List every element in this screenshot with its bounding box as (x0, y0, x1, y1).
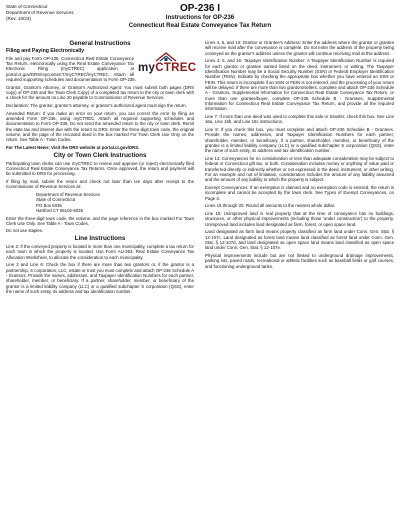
address-line: State of Connecticut (36, 197, 76, 203)
line-2-paragraph: Line 2: If the conveyed property is located in more than one municipality, complete a tax return for each town in which the property is located. Use Form AU-263, Real Estate Conveyance Tax Allocation Worksheet, to allocate the consideration to each municipality. (6, 243, 194, 260)
declaration-paragraph: Declaration: The grantor, grantor's attorney, or grantor's authorized agent must sign the return. (6, 103, 187, 109)
address-line: PO Box 5035 (36, 202, 62, 208)
lines-4-5-16-paragraph: Lines 4, 5, and 16: Taxpayer Identification Number: A Taxpayer Identification Number is required for each grantor or grantee named listed on the deed, instrument, or writing. The Taxpayer Identification Number may be a Social Security Number (SSN) or Federal Employer Identification Number (FEIN). Indicate by checking the appropriate box whether you have entered an SSN or FEIN. This return is incomplete if an SSN or FEIN is not entered, and the processing of your return will be delayed. If there are more than two grantors/sellers, complete and attach OP-236 Schedule A - Grantors, Supplemental Information for Connecticut Real Estate Conveyance Tax Return, or more than one grantee/buyer, complete OP-236 Schedule B - Grantees, Supplemental Information for Connecticut Real Estate Conveyance Tax Return, and provide all the required information. (205, 58, 394, 112)
line-7-paragraph: Line 7: If more than one deed was used to complete this sale or transfer, check this box. See Line 16a, Line 16b, and Line 16c instructions. (205, 114, 394, 125)
mailing-address (36, 192, 194, 213)
logo-wordmark (138, 61, 197, 74)
amended-return-paragraph: Amended Return: If you make an error on your return, you can correct the error by filing an amended Form OP-236, using myCTREC. Attach all required supporting schedules and documentation to Form OP-236. Do not send the amended return to the city or town clerk. Remit the state tax and interest due with the return to DRS. Enter the three-digit town code, the original volume, and the page of the recorded deed in the box marked For Town Clerk Use Only on the return. See Table A - Town Codes. (6, 110, 194, 143)
form-number: OP-236 I (179, 3, 221, 14)
line-14-paragraph: Line 14: Conveyances for no consideration or less than adequate consideration may be subject to federal or Connecticut gift tax, or both. Consideration includes money or anything of value paid or transferred directly or indirectly whether or not expressed in the deed, instrument, or other writing. For an example and not of limitation, consideration includes the amount of any liability assumed and the amount of any liability to which the property is subject. (205, 156, 394, 183)
logo-word-suffix: CTREC (155, 61, 197, 74)
filing-paragraph: File and pay Form OP-236, Connecticut Real Estate Conveyance Tax Return, electronically using the Real Estate Conveyance Tax Electronic Filing (myCTREC) application at portal.ct.gov/DRS/myconneCT/myCTREC/myCTREC. Attach all required supporting schedules and documentation to Form OP-236. (6, 55, 136, 83)
no-staples-paragraph: Do not use staples. (6, 228, 44, 234)
form-subtitle-2: Connecticut Real Estate Conveyance Tax Return (128, 21, 272, 29)
agency-line-1: State of Connecticut (6, 4, 48, 9)
logo-word-prefix: my (138, 61, 156, 74)
house-icon (138, 50, 194, 62)
right-column (205, 40, 394, 271)
lines-15-19-paragraph: Lines 15 through 20: Round all amounts to the nearest whole dollar. (205, 203, 336, 209)
left-column (6, 40, 197, 297)
address-line: Department of Revenue Services (36, 191, 100, 197)
exempt-conveyances-paragraph: Exempt Conveyances: If an exemption is claimed and no exemption code is entered, the return is incomplete and cannot be accepted by the town clerk. See Types of Exempt Conveyances, on Page 3. (205, 185, 394, 201)
line-15-paragraph: Line 15: Unimproved land is real property that at the time of conveyance has no buildings, structures, or other physical improvements (including those 'under construction') to the property. Unimproved land includes land designated as farm, forest, or open space land. (205, 211, 394, 227)
filing-by-mail-paragraph: If filing by mail, submit the return and check not later than ten days after receipt to the Commissioner of Revenue Services at: (6, 178, 194, 190)
address-line: Hartford CT 06102-5035 (36, 207, 84, 213)
latest-news-paragraph: For The Latest News: Visit the DRS website at portal.ct.gov/DRS. (6, 145, 140, 151)
clerk-instructions-heading: City or Town Clerk Instructions (53, 151, 147, 159)
clerk-paragraph: Participating town clerks can use myCTREC to review and approve (or reject) electronically filed Connecticut Real Estate Conveyance Tax Returns. Once approved, the return and payment will be submitted to DRS for processing. (6, 160, 194, 177)
agency-line-2: Department of Revenue Services (6, 10, 74, 15)
physical-improvements-paragraph: Physical improvements include but are not limited to underground drainage improvements, parking lots, paved roads, recreational or athletic facilities such as baseball fields or golf courses, and functioning underground tanks. (205, 253, 394, 269)
land-designation-paragraph: Land designated as farm land means property classified as farm land under Conn. Gen. Stat. § 12-107c. Land designated as forest land means land classified as forest land under Conn. Gen. Stat. § 12-107d, and land designated as open space land means land classified as open space land under Conn. Gen. Stat. § 12-107e. (205, 229, 394, 251)
line-3-6-paragraph: Line 3 and Line 6: Check the box if there are more than two grantors or, if the grantor is a partnership, S corporation, LLC, estate or trust you must complete and attach OP-236 Schedule A - Grantors. Provide the names, addresses, and Taxpayer Identification Numbers for each partner, shareholder, member, or beneficiary. If a partner, shareholder, member, or beneficiary of the grantor is a limited liability company (LLC) or a qualified subchapter S corporation (QSS), enter the name of such entity, its address and tax identification number. (6, 262, 194, 295)
filing-heading: Filing and Paying Electronically (6, 47, 85, 54)
general-instructions-heading: General Instructions (69, 40, 131, 47)
form-subtitle-1: Instructions for OP-236 (165, 14, 235, 21)
title-block (0, 2, 400, 29)
lines-4-5-10-paragraph: Lines 4, 5, and 10: Grantor or Grantee's Address: Enter the address where the grantor or grantee will receive mail after the conveyance is complete. Do not enter the address of the property being conveyed as the grantor's address unless the grantor will continue receiving mail at this address. (205, 40, 394, 56)
town-code-paragraph: Enter the three-digit town code, the volume, and the page reference in the box marked For Town Clerk Use Only. See Table A - Town Codes. (6, 215, 194, 226)
line-instructions-heading: Line Instructions (74, 235, 126, 243)
line-9-paragraph: Line 9: If you check this box, you must complete and attach OP-236 Schedule B - Grantees. Provide the names, addresses, and Taxpayer Identification Numbers for each partner, shareholder, member, or beneficiary. If a partner, shareholder, member, or beneficiary of the grantee is a limited liability company (LLC) or a qualified subchapter S corporation (QSS), enter the name of such entity, its address and tax identification number. (205, 127, 394, 154)
myctrec-logo (138, 50, 197, 74)
grantor-paragraph: Grantor, Grantor's Attorney, or Grantor's Authorized Agent: You must submit both pages (DRS copy) of OP-236 and the Town Clerk Copy) of a completed tax return to the city or town clerk with a check for the amount on Line 20 payable to Commissioner of Revenue Services. (6, 84, 194, 101)
revision-date: (Rev. 10/23) (6, 16, 31, 21)
